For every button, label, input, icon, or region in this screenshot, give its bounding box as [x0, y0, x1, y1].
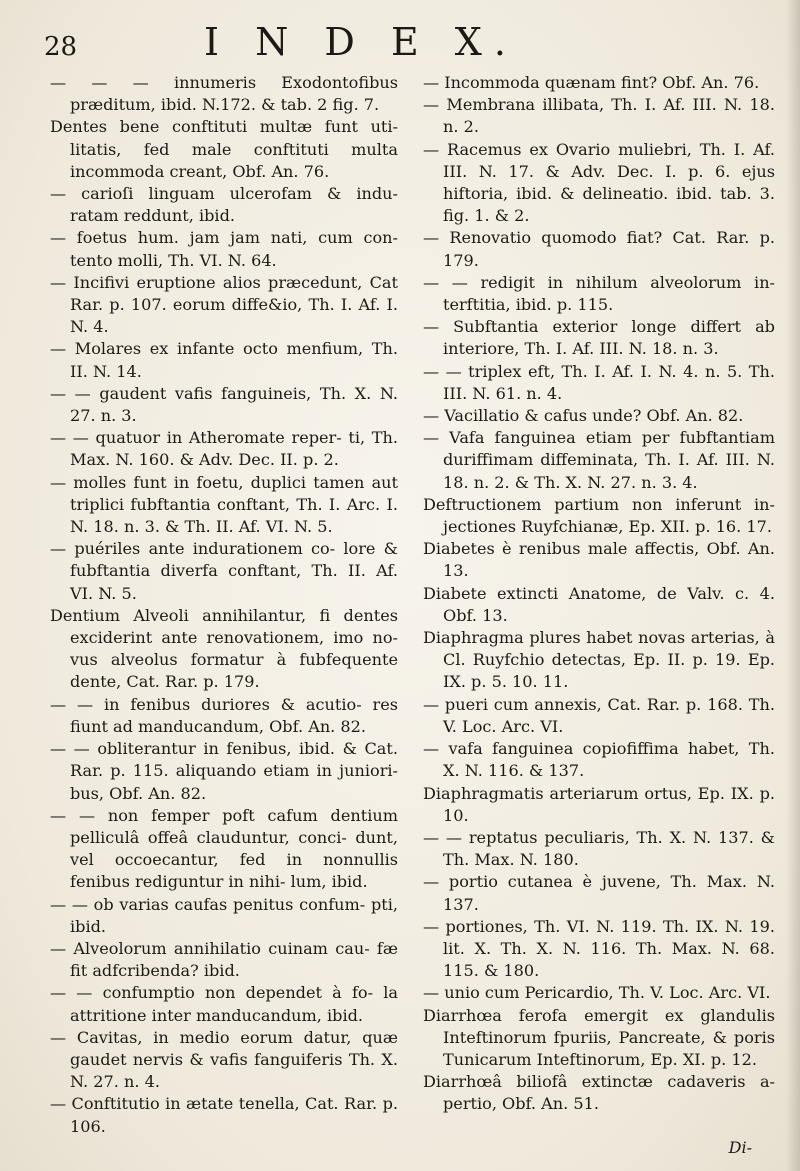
- index-entry: Diarrhœa ferofa emergit ex glandulis Inteftinorum fpuriis, Pancreate, & poris Tunicarum Inteftinorum, Ep. XI. p. 12.: [423, 1005, 775, 1069]
- left-column: [50, 72, 398, 1138]
- index-entry: Deftructionem partium non inferunt in- jectiones Ruyfchianæ, Ep. XII. p. 16. 17.: [423, 494, 775, 537]
- index-entry: — Incifivi eruptione alios præcedunt, Cat Rar. p. 107. eorum diffe&io, Th. I. Af. I. N. 4.: [50, 272, 398, 337]
- index-entry: Diabetes è renibus male affectis, Obf. An. 13.: [423, 539, 775, 581]
- index-entry: Diaphragmatis arteriarum ortus, Ep. IX. p. 10.: [423, 783, 775, 825]
- index-entry: — Renovatio quomodo fiat? Cat. Rar. p. 179.: [423, 228, 775, 270]
- index-entry: — Membrana illibata, Th. I. Af. III. N. 18. n. 2.: [423, 95, 775, 137]
- page-number: 28: [44, 32, 78, 62]
- index-entry: — Cavitas, in medio eorum datur, quæ gaudet nervis & vafis fanguiferis Th. X. N. 27. n. 4.: [50, 1027, 398, 1092]
- index-entry: — — non femper poft cafum dentium pelliculâ offeâ clauduntur, conci- dunt, vel occoecantur, fed in nonnullis fenibus rediguntur in nihi- lum, ibid.: [50, 805, 398, 892]
- index-entry: — — in fenibus duriores & acutio- res fiunt ad manducandum, Obf. An. 82.: [50, 694, 398, 736]
- index-entry: — Molares ex infante octo menfium, Th. II. N. 14.: [50, 339, 398, 381]
- index-entry: — molles funt in foetu, duplici tamen aut triplici fubftantia conftant, Th. I. Arc. I. N. 18. n. 3. & Th. II. Af. VI. N. 5.: [50, 472, 398, 537]
- index-entry: Diabete extincti Anatome, de Valv. c. 4. Obf. 13.: [423, 583, 775, 625]
- index-entry: — Alveolorum annihilatio cuinam cau- fæ fit adfcribenda? ibid.: [50, 938, 398, 981]
- index-entry: — Vafa fanguinea etiam per fubftantiam duriffimam diffeminata, Th. I. Af. III. N. 18. n. 2. & Th. X. N. 27. n. 3. 4.: [423, 428, 775, 492]
- running-head: I N D E X.: [204, 20, 518, 64]
- index-entry: — — obliterantur in fenibus, ibid. & Cat. Rar. p. 115. aliquando etiam in juniori- bus, Obf. An. 82.: [50, 739, 398, 803]
- index-entry: — — gaudent vafis fanguineis, Th. X. N. 27. n. 3.: [50, 383, 398, 426]
- page-edge-shadow: [786, 0, 800, 1171]
- index-entry: Dentes bene conftituti multæ funt uti- litatis, fed male conftituti multa incommoda creant, Obf. An. 76.: [50, 117, 398, 181]
- index-entry: Diarrhœâ biliofâ extinctæ cadaveris a- pertio, Obf. An. 51.: [423, 1072, 775, 1114]
- index-entry: — — — innumeris Exodontofibus præditum, ibid. N.172. & tab. 2 fig. 7.: [50, 73, 398, 115]
- index-entry: — Subftantia exterior longe differt ab interiore, Th. I. Af. III. N. 18. n. 3.: [423, 317, 775, 359]
- index-entry: — foetus hum. jam jam nati, cum con- tento molli, Th. VI. N. 64.: [50, 228, 398, 270]
- index-entry: — Conftitutio in ætate tenella, Cat. Rar. p. 106.: [50, 1094, 398, 1136]
- index-entry: — — reptatus peculiaris, Th. X. N. 137. & Th. Max. N. 180.: [423, 827, 775, 870]
- index-entry: — carioſi linguam ulcerofam & indu- ratam reddunt, ibid.: [50, 184, 398, 226]
- index-entry: — Vacillatio & cafus unde? Obf. An. 82.: [423, 406, 744, 426]
- index-entry: — — confumptio non dependet à fo- la attritione inter manducandum, ibid.: [50, 983, 398, 1025]
- index-entry: — portiones, Th. VI. N. 119. Th. IX. N. 19. lit. X. Th. X. N. 116. Th. Max. N. 68. 115. & 180.: [423, 916, 775, 981]
- index-entry: — Racemus ex Ovario muliebri, Th. I. Af. III. N. 17. & Adv. Dec. I. p. 6. ejus hiftoria, ibid. & delineatio. ibid. tab. 3. fig. 1. & 2.: [423, 139, 775, 226]
- index-entry: — — triplex eft, Th. I. Af. I. N. 4. n. 5. Th. III. N. 61. n. 4.: [423, 361, 775, 403]
- index-entry: — pueri cum annexis, Cat. Rar. p. 168. Th. V. Loc. Arc. VI.: [423, 694, 775, 736]
- index-entry: — — redigit in nihilum alveolorum in- terftitia, ibid. p. 115.: [423, 272, 775, 315]
- index-entry: — portio cutanea è juvene, Th. Max. N. 137.: [423, 872, 775, 914]
- index-entry: — unio cum Pericardio, Th. V. Loc. Arc. VI.: [423, 983, 771, 1003]
- catchword: Di-: [728, 1138, 752, 1157]
- page-header: [44, 20, 764, 68]
- index-entry: — — ob varias caufas penitus confum- pti, ibid.: [50, 894, 398, 936]
- index-entry: — — quatuor in Atheromate reper- ti, Th. Max. N. 160. & Adv. Dec. II. p. 2.: [50, 428, 398, 470]
- index-entry: Diaphragma plures habet novas arterias, à Cl. Ruyfchio detectas, Ep. II. p. 19. Ep. IX. p. 5. 10. 11.: [423, 628, 775, 692]
- index-entry: — Incommoda quænam fint? Obf. An. 76.: [423, 73, 760, 92]
- index-entry: — vafa fanguinea copiofiffima habet, Th. X. N. 116. & 137.: [423, 739, 775, 781]
- index-entry: Dentium Alveoli annihilantur, fi dentes exciderint ante renovationem, imo no- vus alveolus formatur à fubfequente dente, Cat. Rar. p. 179.: [50, 605, 398, 692]
- right-column: [423, 72, 775, 1116]
- index-entry: — puériles ante indurationem co- lore & fubftantia diverfa conftant, Th. II. Af. VI. N. 5.: [50, 539, 398, 603]
